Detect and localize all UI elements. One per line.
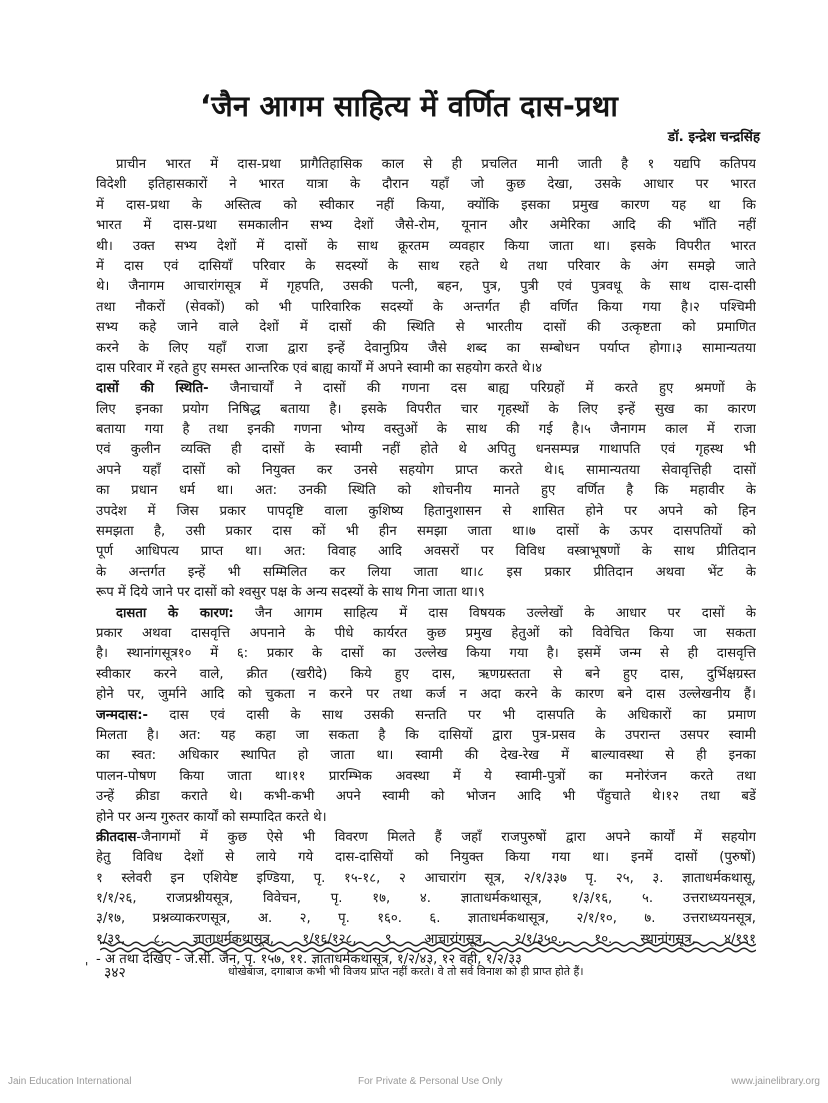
page-number: ३४२: [104, 965, 126, 981]
line-text: पूर्ण आधिपत्य प्राप्त था। अत: विवाह आदि अवसरों पर विविध वस्त्राभूषणों के साथ प्रीतिदान: [96, 544, 756, 560]
line-text: का स्वत: अधिकार स्थापित हो जाता था। स्वामी की देख-रेख में बाल्यावस्था से ही इनका: [96, 748, 756, 764]
line-text: थे। जैनागम आचारांगसूत्र में गृहपति, उसकी पत्नी, बहन, पुत्र, पुत्री एवं पुत्रवधू के साथ दास-दासी: [96, 279, 756, 295]
wavy-divider: [100, 938, 756, 956]
text-line: [96, 869, 756, 889]
text-line: [96, 665, 756, 685]
line-text: १ स्लेवरी इन एशियेष्ट इण्डिया, पृ. १५-१८, २ आचारांग सूत्र, २/१/३३७ पृ. २५, ३. ज्ञाताधर्मकथासू,: [96, 870, 756, 886]
text-line: [96, 277, 756, 297]
line-text: अपने यहाँ दासों को नियुक्त कर उनसे सहयोग प्राप्त करते थे।६ सामान्यतया सेवावृत्तिही दासों: [96, 462, 756, 478]
footer-quote: धोखेबाज, दगाबाज कभी भी विजय प्राप्त नहीं करते। वे तो सर्व विनाश को ही प्राप्त होते हैं।: [228, 965, 584, 978]
footer-usage-note: For Private & Personal Use Only: [358, 1076, 503, 1087]
text-line: [96, 155, 756, 175]
text-line: [96, 644, 756, 664]
text-line: [96, 440, 756, 460]
line-text: बताया गया है तथा इनकी गणना भोग्य वस्तुओं के साथ की गई है।५ जैनागम काल में राजा: [96, 422, 756, 438]
text-line: [96, 522, 756, 542]
text-line: [96, 175, 756, 195]
line-text: -जैनागमों में कुछ ऐसे भी विवरण मिलते हैं जहाँ राजपुरुषों द्वारा अपने कार्यों में सहयोग: [136, 829, 756, 845]
line-text: ३/१७, प्रश्नव्याकरणसूत्र, अ. २, पृ. १६०. ६. ज्ञाताधर्मकथासूत्र, २/१/१०, ७. उत्तराध्ययनसूत्र,: [96, 911, 756, 927]
line-text: रूप में दिये जाने पर दासों को श्वसुर पक्ष के अन्य सदस्यों के साथ गिना जाता था।९: [96, 585, 485, 601]
author-name: डॉ. इन्द्रेश चन्द्रसिंह: [667, 129, 760, 145]
line-text: है। स्थानांगसूत्र१० में ६: प्रकार के दासों का उल्लेख किया गया है। इसमें जन्म से ही दासवृत्ति: [96, 646, 756, 662]
text-line: [96, 685, 756, 705]
line-text: हेतु विविध देशों से लाये गये दास-दासियों को नियुक्त किया गया था। इनमें दासों (पुरुषों): [96, 850, 756, 866]
line-text: होने पर अन्य गुरुतर कार्यों को सम्पादित करते थे।: [96, 809, 327, 825]
text-line: [96, 481, 756, 501]
line-text: तथा नौकरों (सेवकों) को भी पारिवारिक सदस्यों के अन्तर्गत ही वर्णित किया गया है।२ पश्चिमी: [96, 299, 756, 315]
line-text: स्वीकार करने वाले, क्रीत (खरीदे) किये हुए दास, ऋणग्रस्तता से बने हुए दास, दुर्भिक्षग्रस्त: [96, 666, 756, 682]
text-line: [96, 298, 756, 318]
text-line: [96, 828, 756, 848]
line-text: के अन्तर्गत इन्हें भी सम्मिलित कर लिया जाता था।८ इस प्रकार प्रीतिदान अथवा भेंट के: [96, 564, 756, 580]
line-text: करने के लिए यहाँ राजा द्वारा इन्हें देवानुप्रिय जैसे शब्द का सम्बोधन पर्याप्त होगा।३ सामान्यतया: [96, 340, 756, 356]
line-text: समझता है, उसी प्रकार दास कों भी हीन समझा जाता था।७ दासों के ऊपर दासपतियों को: [96, 524, 756, 540]
line-text: १/१/२६, राजप्रश्नीयसूत्र, विवेचन, पृ. १७, ४. ज्ञाताधर्मकथासूत्र, १/३/१६, ५. उत्तराध्ययनसूत्र,: [96, 891, 756, 907]
section-heading: दासता के कारण:: [116, 605, 234, 621]
line-text: में दास एवं दासियाँ परिवार के सदस्यों के साथ रहते थे तथा परिवार के अंग समझे जाते: [96, 258, 756, 274]
line-text: १/३९, ८. ज्ञाताधर्मकथासूत्र, १/१६/१२८, ९. आचारांगसूत्र, २/१/३५०., १०. स्थानांगसूत्र, ४/१९१: [96, 931, 756, 947]
text-line: [96, 379, 756, 399]
line-text: प्राचीन भारत में दास-प्रथा प्रागैतिहासिक काल से ही प्रचलित मानी जाती है १ यद्यपि कतिपय: [116, 157, 756, 172]
text-line: [96, 196, 756, 216]
text-line: [96, 726, 756, 746]
margin-mark: ': [85, 960, 89, 974]
text-line: [96, 420, 756, 440]
text-line: [96, 542, 756, 562]
line-text: उपदेश में जिस प्रकार पापदृष्टि वाला कुशिष्य हितानुशासन से शासित होने पर अपने को हिन: [96, 503, 756, 519]
text-line: [96, 339, 756, 359]
line-text: जैन आगम साहित्य में दास विषयक उल्लेखों के आधार पर दासों के: [233, 605, 756, 621]
text-line: [96, 624, 756, 644]
text-line: [96, 461, 756, 481]
text-line: [96, 257, 756, 277]
footer-publisher: Jain Education International: [8, 1076, 132, 1087]
line-text: दास एवं दासी के साथ उसकी सन्तति पर भी दासपति के अधिकारों का प्रमाण: [147, 707, 756, 723]
text-line: [96, 848, 756, 868]
line-text: पालन-पोषण किया जाता था।११ प्रारम्भिक अवस्था में ये स्वामी-पुत्रों का मनोरंजन करते तथा: [96, 768, 756, 784]
text-line: [96, 237, 756, 257]
text-line: [96, 787, 756, 807]
line-text: थी। उक्त सभ्य देशों में दासों के साथ क्रूरतम व्यवहार किया जाता था। इसके विपरीत भारत: [96, 238, 756, 254]
line-text: जैनाचार्यों ने दासों की गणना दस बाह्य परिग्रहों में करते हुए श्रमणों के: [208, 381, 756, 397]
text-line: [96, 583, 756, 603]
line-text: भारत में दास-प्रथा समकालीन सभ्य देशों जैसे-रोम, यूनान और अमेरिका आदि की भाँति नहीं: [96, 218, 756, 234]
section-heading: क्रीतदास: [96, 829, 137, 845]
text-line: [96, 216, 756, 236]
section-heading: जन्मदास:-: [96, 707, 148, 723]
text-line: [96, 808, 756, 828]
text-line: [96, 318, 756, 338]
line-text: उन्हें क्रीडा कराते थे। कभी-कभी अपने स्वामी को भोजन आदि भी पँहुचाते थे।१२ तथा बडें: [96, 789, 756, 805]
footer-website-link[interactable]: www.jainelibrary.org: [731, 1076, 820, 1087]
line-text: का प्रधान धर्म था। अत: उनकी स्थिति को शोचनीय मानते हुए वर्णित है कि महावीर के: [96, 483, 756, 499]
text-line: [96, 359, 756, 379]
text-line: [96, 746, 756, 766]
section-heading: दासों की स्थिति-: [96, 381, 209, 397]
text-line: [96, 604, 756, 624]
line-text: दास परिवार में रहते हुए समस्त आन्तरिक एवं बाह्य कार्यों में अपने स्वामी का सहयोग करते थे।४: [96, 360, 543, 376]
line-text: सभ्य कहे जाने वाले देशों में दासों की स्थिति से भारतीय दासों की उत्कृष्टता को प्रमाणित: [96, 320, 756, 336]
line-text: होने पर, जुर्माने आदि को चुकता न करने पर तथा कर्ज न अदा करने के कारण बने दास उल्लेखनीय हैं।: [96, 687, 756, 703]
line-text: मिलता है। अत: यह कहा जा सकता है कि दासियों द्वारा पुत्र-प्रसव के उपरान्त उसपर स्वामी: [96, 727, 756, 743]
line-text: विदेशी इतिहासकारों ने भारत यात्रा के दौरान यहाँ जो कुछ देखा, उसके आधार पर भारत: [96, 177, 756, 193]
article-body: [96, 155, 756, 971]
line-text: एवं कुलीन व्यक्ति ही दासों के स्वामी नहीं होते थे अपितु धनसम्पन्न गाथापति एवं गृहस्थ भी: [96, 442, 756, 458]
text-line: [96, 889, 756, 909]
text-line: [96, 767, 756, 787]
text-line: [96, 706, 756, 726]
text-line: [96, 563, 756, 583]
text-line: [96, 400, 756, 420]
line-text: प्रकार अथवा दासवृत्ति अपनाने के पीधे कार्यरत कुछ प्रमुख हेतुओं को विवेचित किया जा सकता: [96, 625, 756, 641]
text-line: [96, 502, 756, 522]
line-text: में दास-प्रथा के अस्तित्व को स्वीकार नहीं किया, क्योंकि इसका प्रमुख कारण यह था कि: [96, 197, 756, 213]
article-title: ‘जैन आगम साहित्य में वर्णित दास-प्रथा: [200, 89, 619, 123]
line-text: लिए इनका प्रयोग निषिद्ध बताया है। इसके विपरीत चार गृहस्थों के लिए इन्हें सुख का कारण: [96, 401, 756, 417]
line-text: - अ तथा देखिए - जे.सी. जैन, पृ. १५७, ११. ज्ञाताधर्मकथासूत्र, १/२/४३, १२ वही, १/२/३३: [96, 952, 522, 968]
text-line: [96, 909, 756, 929]
